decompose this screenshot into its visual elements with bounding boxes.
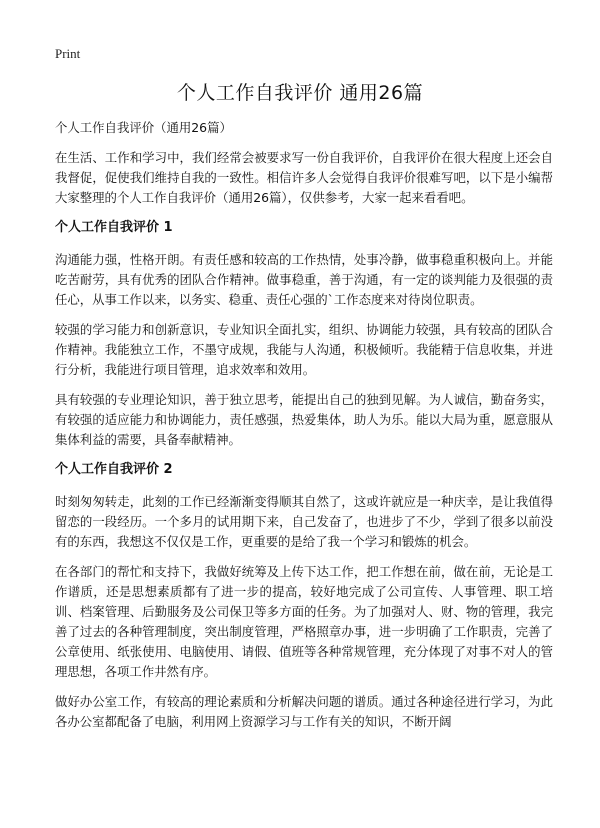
section-paragraph: 时刻匆匆转走，此刻的工作已经渐渐变得顺其自然了，这或许就应是一种庆幸，是让我值得留恋的一段经历。一个多月的试用期下来，自己发奋了，也进步了不少，学到了很多以前没有的东西，我想这不仅仅是工作，更重要的是给了我一个学习和锻炼的机会。	[55, 494, 553, 549]
page-title: 个人工作自我评价 通用26篇	[176, 82, 424, 104]
article-body	[55, 118, 553, 742]
section-paragraph: 在各部门的帮忙和支持下，我做好统筹及上传下达工作，把工作想在前，做在前，无论是工作谱质，还是思想素质都有了进一步的提高，较好地完成了公司宣传、人事管理、职工培训、档案管理、后勤服务及公司保卫等多方面的任务。为了加强对人、财、物的管理，我完善了过去的各种管理制度，突出制度管理，严格照章办事，进一步明确了工作职责，完善了公章使用、纸张使用、电脑使用、请假、值班等各种常规管理，充分体现了对事不对人的管理思想，各项工作井然有序。	[55, 564, 553, 679]
section-paragraph: 做好办公室工作，有较高的理论素质和分析解决问题的谱质。通过各种途径进行学习，为此各办公室都配备了电脑，利用网上资源学习与工作有关的知识，不断开阔	[55, 694, 553, 729]
print-link[interactable]: Print	[55, 46, 81, 61]
section-heading: 个人工作自我评价 1	[55, 220, 173, 235]
section-paragraph: 沟通能力强，性格开朗。有责任感和较高的工作热情，处事冷静，做事稳重积极向上。并能吃苦耐劳，具有优秀的团队合作精神。做事稳重，善于沟通，有一定的谈判能力及很强的责任心，从事工作以来，以务实、稳重、责任心强的`工作态度来对待岗位职责。	[55, 252, 553, 307]
section-paragraph: 较强的学习能力和创新意识，专业知识全面扎实，组织、协调能力较强，具有较高的团队合作精神。我能独立工作，不墨守成规，我能与人沟通，积极倾听。我能精于信息收集，并进行分析，我能进行项目管理，追求效率和效用。	[55, 322, 553, 377]
section-1	[55, 218, 553, 450]
section-2	[55, 460, 553, 732]
intro-paragraph: 在生活、工作和学习中，我们经常会被要求写一份自我评价，自我评价在很大程度上还会自我督促，促使我们维持自我的一致性。相信许多人会觉得自我评价很难写吧，以下是小编帮大家整理的个人工作自我评价（通用26篇），仅供参考，大家一起来看看吧。	[55, 150, 553, 205]
section-paragraph: 具有较强的专业理论知识，善于独立思考，能提出自己的独到见解。为人诚信，勤奋务实，有较强的适应能力和协调能力，责任感强，热爱集体，助人为乐。能以大局为重，愿意服从集体利益的需要，具备奉献精神。	[55, 392, 553, 447]
section-heading: 个人工作自我评价 2	[55, 462, 173, 477]
article-subtitle: 个人工作自我评价（通用26篇）	[55, 120, 232, 135]
